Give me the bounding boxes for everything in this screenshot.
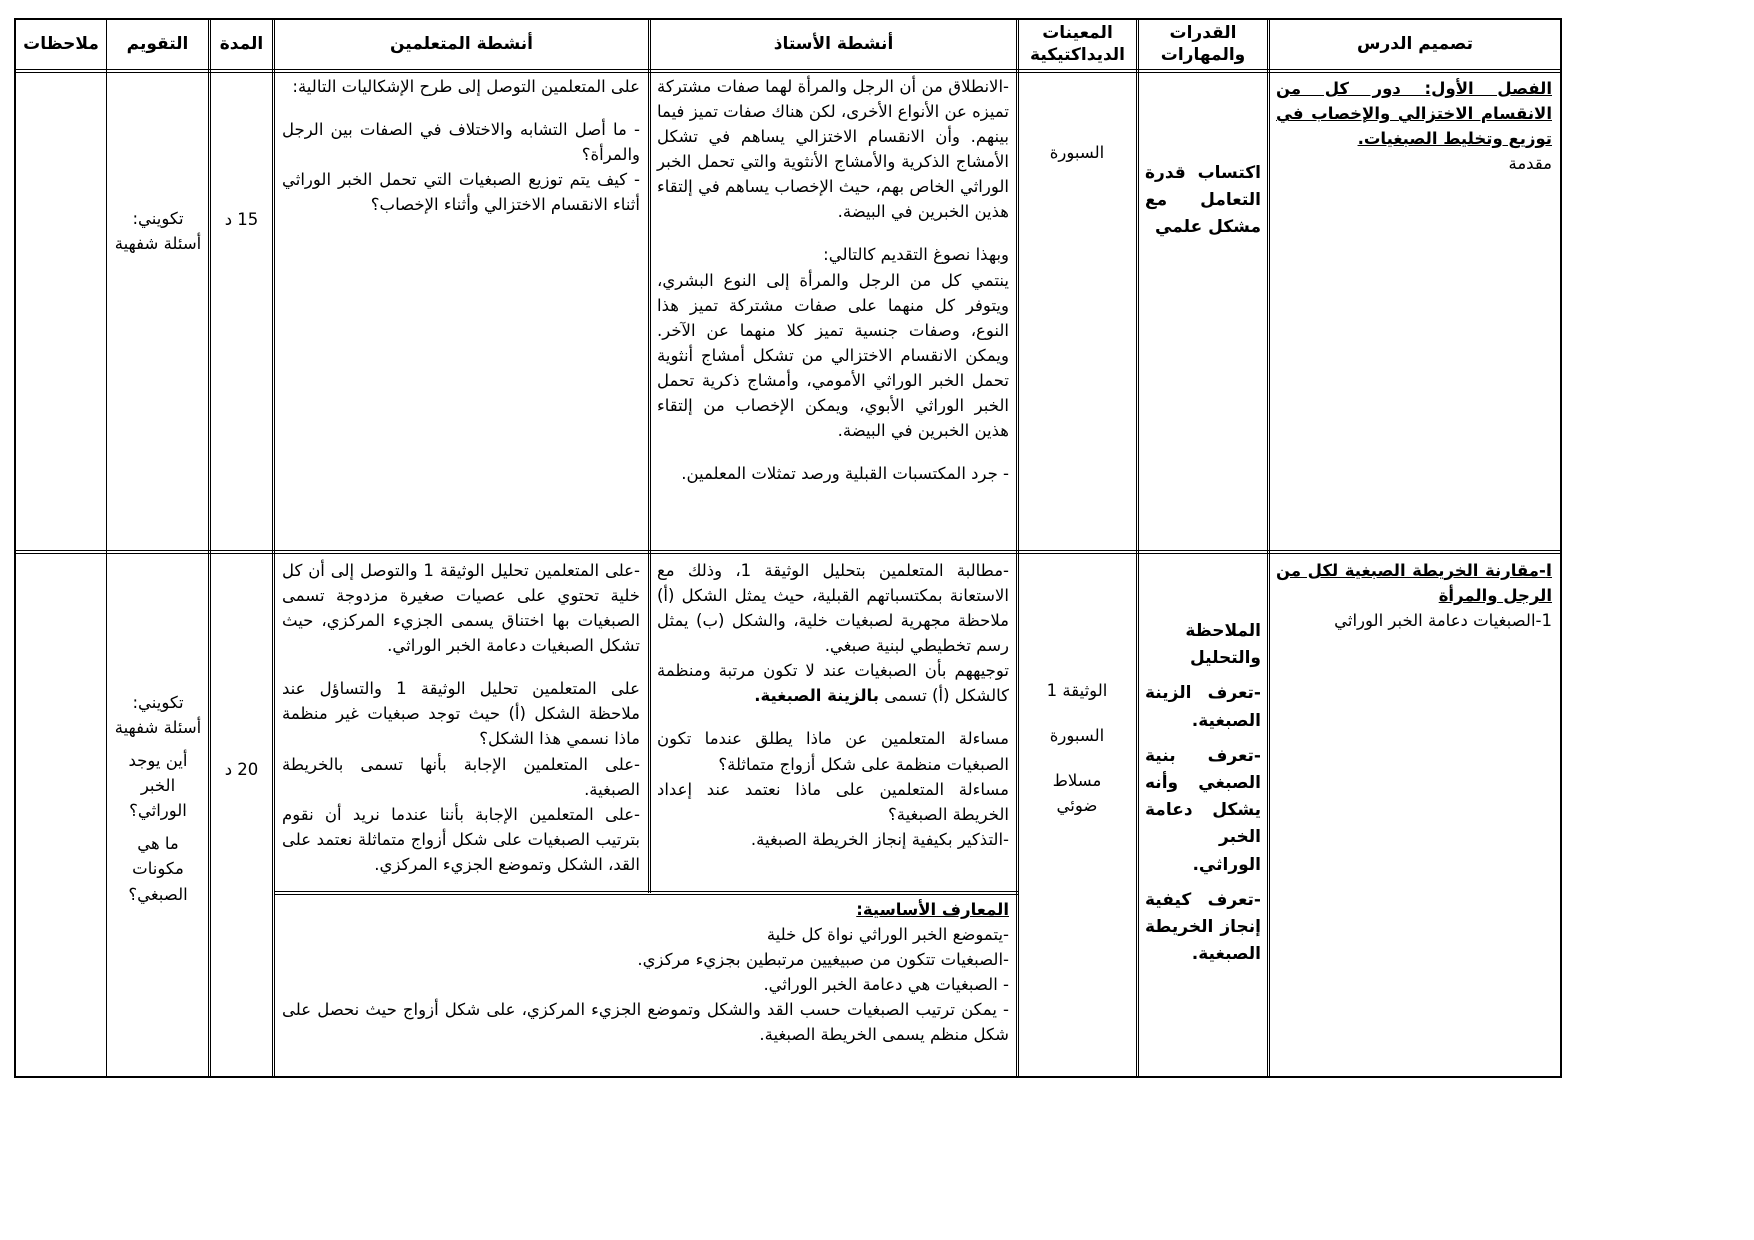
row2-skill-2: -تعرف الزينة الصبغية. <box>1145 683 1261 731</box>
row2-teacher-p2 <box>657 658 1009 708</box>
row1-skill <box>1145 160 1261 242</box>
row1-duration: 15 د <box>224 210 259 229</box>
row2-teacher-activities <box>657 558 1009 852</box>
row2-teacher-p4: مساءلة المتعلمين على ماذا نعتمد عند إعداد الخريطة الصبغية؟ <box>657 779 1009 824</box>
row1-learner-activities <box>282 74 640 217</box>
header-teacher: أنشطة الأستاذ <box>773 33 894 54</box>
row2-skill-3: -تعرف بنية الصبغي وأنه يشكل دعامة الخبر الوراثي. <box>1145 745 1261 875</box>
header-design: تصميم الدرس <box>1357 33 1473 54</box>
row1-design <box>1276 76 1552 176</box>
row2-teacher-p2-text: توجيههم بأن الصبغيات عند لا تكون مرتبة ومنظمة كالشكل (أ) تسمى <box>657 661 1009 706</box>
row2-learner-p4: -على المتعلمين الإجابة بأننا عندما نريد أن نقوم بترتيب الصبغيات على شكل أزواج متماثلة نعتمد على القد، الشكل وتموضع الجزيء المركزي. <box>282 804 640 874</box>
row1-learner-p1: على المتعلمين التوصل إلى طرح الإشكاليات التالية: <box>292 77 640 96</box>
row2-design <box>1276 558 1552 633</box>
row1-teacher-p2: وبهذا نصوغ التقديم كالتالي: <box>823 245 1009 265</box>
header-notes: ملاحظات <box>23 33 99 54</box>
row2-aid-2: السبورة <box>1049 726 1105 746</box>
row2-design-sub: 1-الصبغيات دعامة الخبر الوراثي <box>1334 611 1552 631</box>
row2-aids <box>1022 678 1132 818</box>
row1-teacher-p3: ينتمي كل من الرجل والمرأة إلى النوع البشري، ويتوفر كل منهما على صفات مشتركة تميز هذا النوع، وصفات جنسية تميز كلا منهما عن الآخر. ويمكن الانقسام الاختزالي من تشكل أمشاج أنثوية تحمل الخبر الوراثي الأمومي، وأمشاج ذكرية تحمل الخبر الوراثي الأبوي، ويمكن الإخصاب من إلتقاء هذين الخبرين في البيضة. <box>657 270 1009 441</box>
row2-knowledge-2: -الصبغيات تتكون من صبيغيين مرتبطين بجزيء مركزي. <box>637 950 1009 970</box>
row2-design-title: I-مقارنة الخريطة الصبغية لكل من الرجل والمرأة <box>1276 561 1552 606</box>
row2-duration: 20 د <box>224 760 259 779</box>
row2-teacher-p1: -مطالبة المتعلمين بتحليل الوثيقة 1، وذلك مع الاستعانة بمكتسباتهم القبلية، حيث يمثل الشكل (أ) ملاحظة مجهرية لصبغيات خلية، والشكل (ب) يمثل رسم تخطيطي لبنية صبغي. <box>657 561 1009 656</box>
row2-evaluation <box>112 690 204 907</box>
row2-eval-4: ما هي مكونات الصبغي؟ <box>128 834 188 904</box>
row2-skill-1: الملاحظة والتحليل <box>1185 621 1261 669</box>
row2-teacher-p5: -التذكير بكيفية إنجاز الخريطة الصبغية. <box>750 829 1009 849</box>
row2-knowledge-1: -يتموضع الخبر الوراثي نواة كل خلية <box>766 925 1009 945</box>
row2-aid-1: الوثيقة 1 <box>1046 681 1108 700</box>
row2-knowledge <box>282 897 1009 1047</box>
row1-teacher-activities <box>657 74 1009 486</box>
row2-eval-3: أين يوجد الخبر الوراثي؟ <box>128 751 188 821</box>
row2-knowledge-title: المعارف الأساسية: <box>856 900 1009 919</box>
header-aids: المعينات الديداكتيكية <box>1030 23 1125 65</box>
row1-teacher-p4: - جرد المكتسبات القبلية ورصد تمثلات المعلمين. <box>681 464 1009 484</box>
row2-learner-p1: -على المتعلمين تحليل الوثيقة 1 والتوصل إلى أن كل خلية تحتوي على عصيات صغيرة مزدوجة تسمى الصبغيات بها اختناق يسمى الجزيء المركزي، حيث تشكل الصبغيات دعامة الخبر الوراثي. <box>282 561 640 656</box>
row1-evaluation <box>110 206 206 256</box>
row2-eval-2: أسئلة شفهية <box>114 718 202 738</box>
row2-aid-3: مسلاط ضوئي <box>1052 771 1102 816</box>
row2-skills <box>1145 618 1261 968</box>
row2-teacher-p2-bold: بالزينة الصبغية. <box>754 686 879 706</box>
row1-aids: السبورة <box>1049 143 1105 162</box>
row1-design-sub: مقدمة <box>1508 154 1552 174</box>
row2-eval-1: تكويني: <box>132 693 184 712</box>
header-skills: القدرات والمهارات <box>1160 23 1246 65</box>
header-learners: أنشطة المتعلمين <box>389 33 533 54</box>
row1-skill-text: اكتساب قدرة التعامل مع مشكل علمي <box>1145 163 1261 238</box>
row1-eval-2: أسئلة شفهية <box>114 234 202 254</box>
row1-eval-1: تكويني: <box>132 209 184 228</box>
row2-teacher-p3: مساءلة المتعلمين عن ماذا يطلق عندما تكون الصبغيات منظمة على شكل أزواج متماثلة؟ <box>657 729 1009 774</box>
row2-knowledge-4: - يمكن ترتيب الصبغيات حسب القد والشكل وتموضع الجزيء المركزي، على شكل أزواج حيث نحصل على شكل منظم يسمى الخريطة الصبغية. <box>282 1000 1009 1045</box>
row1-teacher-p1: -الانطلاق من أن الرجل والمرأة لهما صفات مشتركة تميزه عن الأنواع الأخرى، لكن هناك صفات تميز فيما بينهم. وأن الانقسام الاختزالي يساهم في تشكل الأمشاج الذكرية والأمشاج الأنثوية والتي تحمل الخبر الوراثي الخاص بهم، حيث الإخصاب يساهم في إلتقاء هذين الخبرين في البيضة. <box>657 77 1009 222</box>
row2-learner-activities <box>282 558 640 877</box>
header-evaluation: التقويم <box>126 33 189 54</box>
row2-learner-p3: -على المتعلمين الإجابة بأنها تسمى بالخريطة الصبغية. <box>282 754 640 799</box>
row1-learner-p2: - ما أصل التشابه والاختلاف في الصفات بين الرجل والمرأة؟ <box>282 120 640 165</box>
header-duration: المدة <box>219 33 264 54</box>
row1-learner-p3: - كيف يتم توزيع الصبغيات التي تحمل الخبر الوراثي أثناء الانقسام الاختزالي وأثناء الإخصاب؟ <box>282 170 640 215</box>
row2-skill-4: -تعرف كيفية إنجاز الخريطة الصبغية. <box>1145 889 1261 965</box>
row1-design-title: الفصل الأول: دور كل من الانقسام الاختزالي والإخصاب في توزيع وتخليط الصبغيات. <box>1276 79 1552 149</box>
row2-learner-p2: على المتعلمين تحليل الوثيقة 1 والتساؤل عند ملاحظة الشكل (أ) حيث توجد صبغيات غير منظمة ماذا نسمي هذا الشكل؟ <box>282 679 640 749</box>
row2-knowledge-3: - الصبغيات هي دعامة الخبر الوراثي. <box>763 975 1009 995</box>
